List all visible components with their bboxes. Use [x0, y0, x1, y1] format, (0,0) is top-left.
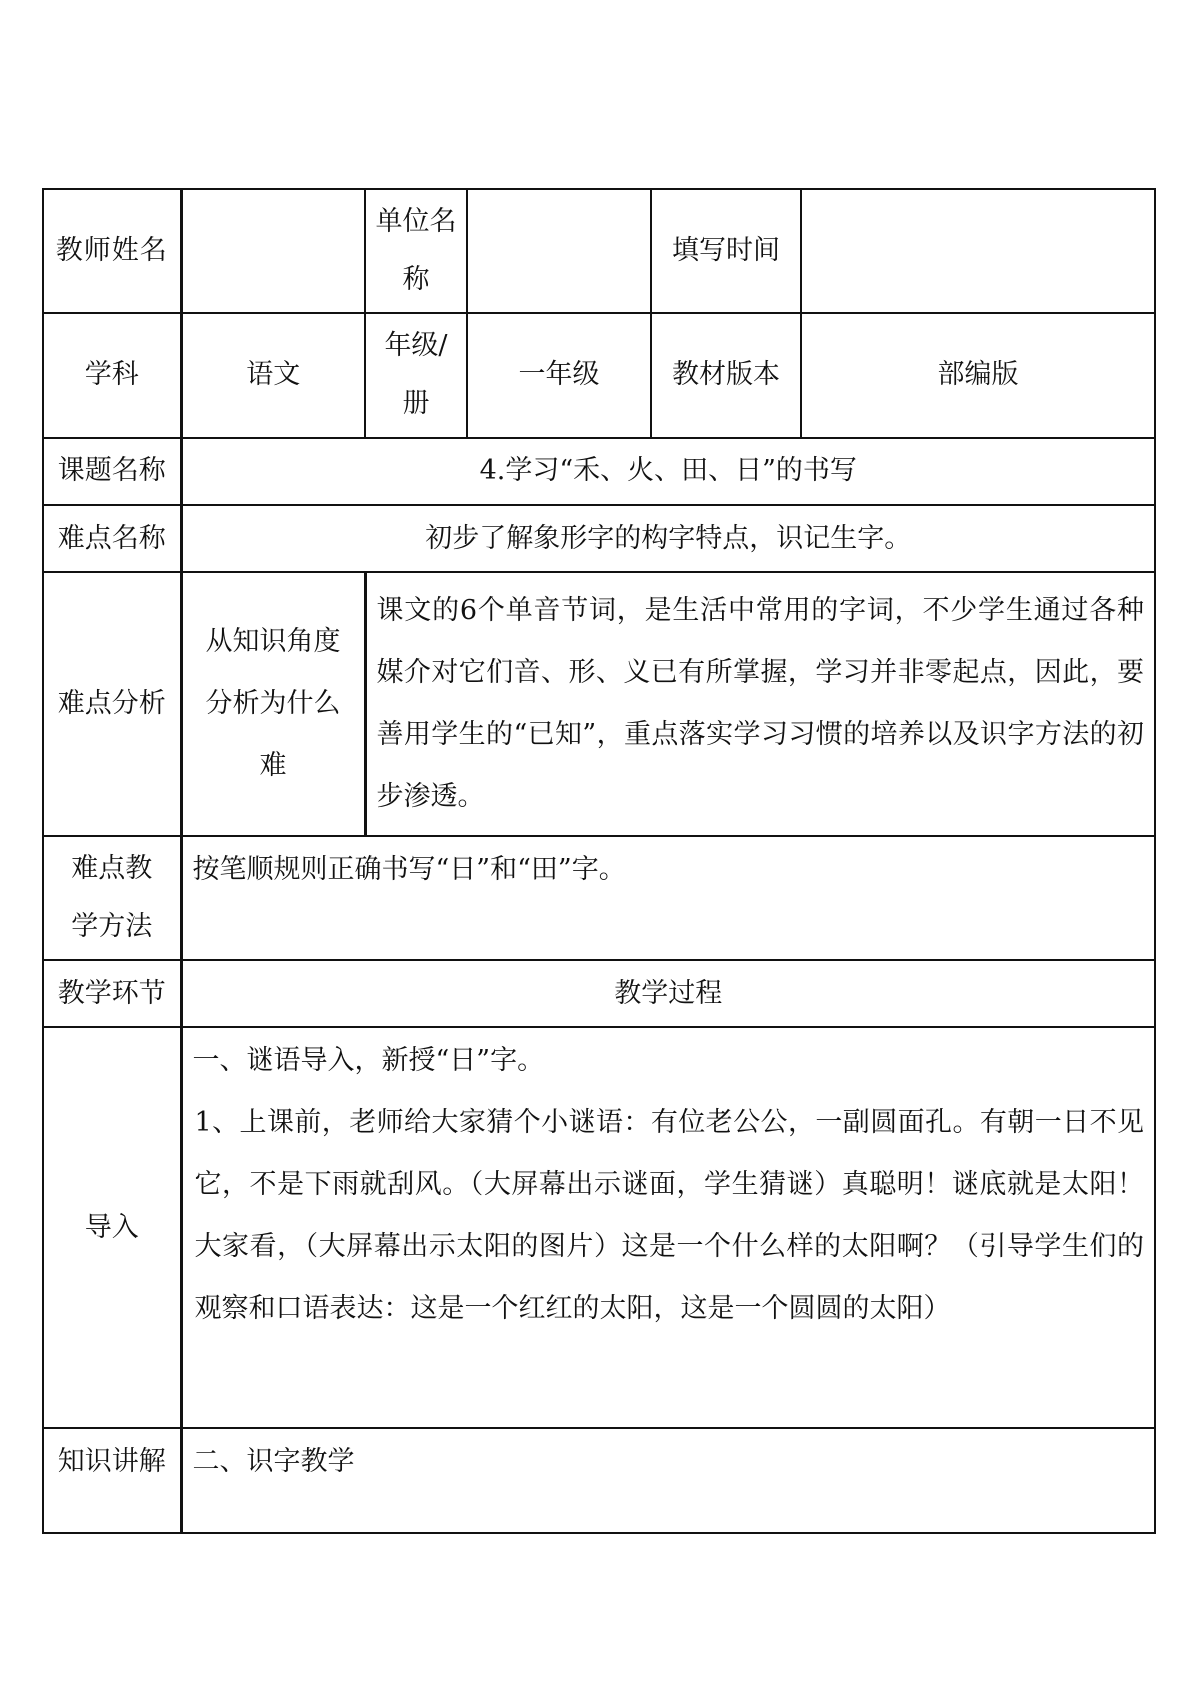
analysis-text-cell	[365, 572, 1155, 835]
topic-label: 课题名称	[43, 438, 181, 505]
stage-knowledge-content	[181, 1428, 1155, 1533]
row-stage-knowledge	[43, 1428, 1155, 1533]
difficulty-value: 初步了解象形字的构字特点，识记生字。	[181, 505, 1155, 572]
stage-knowledge-name: 知识讲解	[43, 1428, 181, 1533]
analysis-label: 难点分析	[43, 572, 181, 835]
analysis-sub-label	[181, 572, 365, 835]
stage-intro-name: 导入	[43, 1027, 181, 1427]
stage-intro-heading: 一、谜语导入，新授“日”字。	[192, 1045, 545, 1077]
textbook-label: 教材版本	[651, 313, 801, 437]
method-label	[43, 836, 181, 960]
row-analysis	[43, 572, 1155, 835]
row-method	[43, 836, 1155, 960]
stage-intro-body: 1、上课前，老师给大家猜个小谜语：有位老公公，一副圆面孔。有朝一日不见它，不是下雨就刮风。（大屏幕出示谜面，学生猜谜）真聪明！谜底就是太阳！大家看，（大屏幕出示太阳的图片）这是一个什么样的太阳啊？（引导学生们的观察和口语表达：这是一个红红的太阳，这是一个圆圆的太阳）	[194, 1107, 1144, 1325]
subject-value: 语文	[181, 313, 365, 437]
stage-intro-content	[181, 1027, 1155, 1427]
difficulty-label: 难点名称	[43, 505, 181, 572]
analysis-sub-label-text: 从知识角度分析为什么难	[205, 626, 341, 782]
fill-time-value[interactable]	[801, 189, 1155, 313]
row-subject-info	[43, 313, 1155, 437]
row-stage-intro	[43, 1027, 1155, 1427]
method-text-cell	[181, 836, 1155, 960]
teacher-name-value[interactable]	[181, 189, 365, 313]
grade-value: 一年级	[467, 313, 651, 437]
grade-label: 年级/册	[365, 313, 467, 437]
unit-name-label: 单位名称	[365, 189, 467, 313]
row-topic	[43, 438, 1155, 505]
topic-value: 4.学习“禾、火、田、日”的书写	[181, 438, 1155, 505]
analysis-text: 课文的6个单音节词，是生活中常用的字词，不少学生通过各种媒介对它们音、形、义已有所掌握，学习并非零起点，因此，要善用学生的“已知”，重点落实学习习惯的培养以及识字方法的初步渗透。	[376, 595, 1144, 813]
method-text: 按笔顺规则正确书写“日”和“田”字。	[192, 853, 626, 885]
row-difficulty	[43, 505, 1155, 572]
method-label-text: 难点教学方法	[71, 852, 153, 942]
row-process-header	[43, 960, 1155, 1027]
fill-time-label: 填写时间	[651, 189, 801, 313]
teacher-name-label: 教师姓名	[43, 189, 181, 313]
textbook-value: 部编版	[801, 313, 1155, 437]
process-header: 教学过程	[181, 960, 1155, 1027]
row-teacher-info	[43, 189, 1155, 313]
stage-knowledge-heading: 二、识字教学	[192, 1445, 355, 1477]
lesson-plan-table	[42, 188, 1156, 1534]
unit-name-value[interactable]	[467, 189, 651, 313]
stage-header: 教学环节	[43, 960, 181, 1027]
subject-label: 学科	[43, 313, 181, 437]
